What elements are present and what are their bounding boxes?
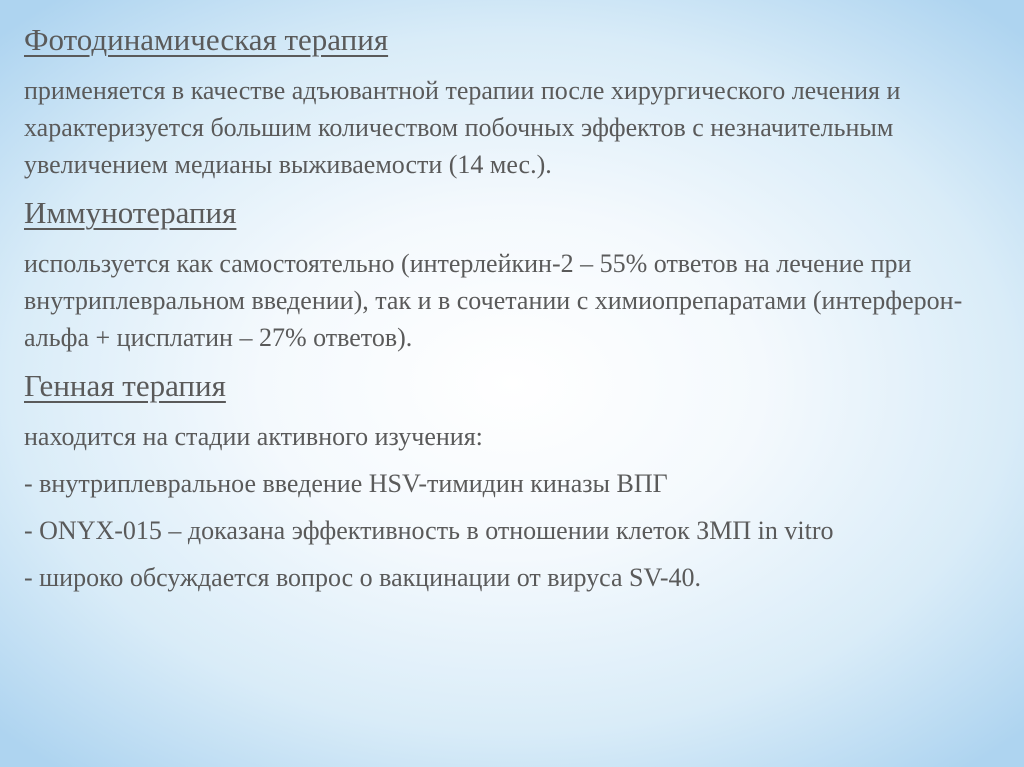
section-photodynamic-therapy [24,22,1004,183]
section-line: находится на стадии активного изучения: [24,422,483,451]
list-item: - широко обсуждается вопрос о вакцинации от вируса SV-40. [24,563,702,592]
list-item: - ONYX-015 – доказана эффективность в отношении клеток ЗМП in vitro [24,516,834,545]
section-text: используется как самостоятельно (интерлейкин-2 – 55% ответов на лечение при внутриплевральном введении), так и в сочетании с химиопрепаратами (интерферон-альфа + цисплатин – 27% ответов). [24,249,963,352]
section-heading: Иммунотерапия [24,195,237,230]
section-heading: Генная терапия [24,368,226,403]
section-heading: Фотодинамическая терапия [24,22,389,57]
section-immunotherapy [24,195,1004,356]
list-item: - внутриплевральное введение HSV-тимидин киназы ВПГ [24,469,668,498]
section-text: применяется в качестве адъювантной терапии после хирургического лечения и характеризуется большим количеством побочных эффектов с незначительным увеличением медианы выживаемости (14 мес.). [24,76,901,179]
section-gene-therapy [24,368,1004,596]
slide-content [24,22,1004,606]
